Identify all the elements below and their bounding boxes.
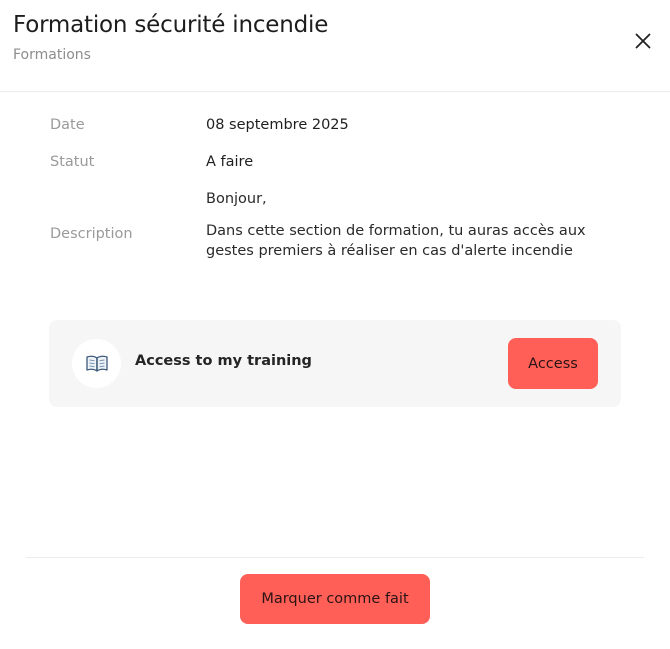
book-icon-badge <box>72 339 121 388</box>
description-body: Dans cette section de formation, tu auras accès aux gestes premiers à réaliser en cas d'alerte incendie <box>206 223 586 259</box>
date-value: 08 septembre 2025 <box>206 117 349 133</box>
page-subtitle: Formations <box>13 47 91 63</box>
status-label: Statut <box>50 154 95 170</box>
date-label: Date <box>50 117 85 133</box>
access-training-label: Access to my training <box>135 353 312 369</box>
open-book-icon <box>85 355 109 373</box>
description-text <box>206 189 626 261</box>
mark-as-done-button[interactable]: Marquer comme fait <box>240 574 430 624</box>
access-button[interactable]: Access <box>508 338 598 389</box>
close-button[interactable] <box>629 27 657 55</box>
page-title: Formation sécurité incendie <box>13 12 329 38</box>
status-value: A faire <box>206 154 254 170</box>
footer-divider <box>26 557 644 558</box>
close-icon <box>635 33 651 49</box>
training-access-card <box>49 320 621 407</box>
description-greeting: Bonjour, <box>206 191 267 207</box>
modal-header <box>0 0 670 92</box>
description-label: Description <box>50 226 133 242</box>
